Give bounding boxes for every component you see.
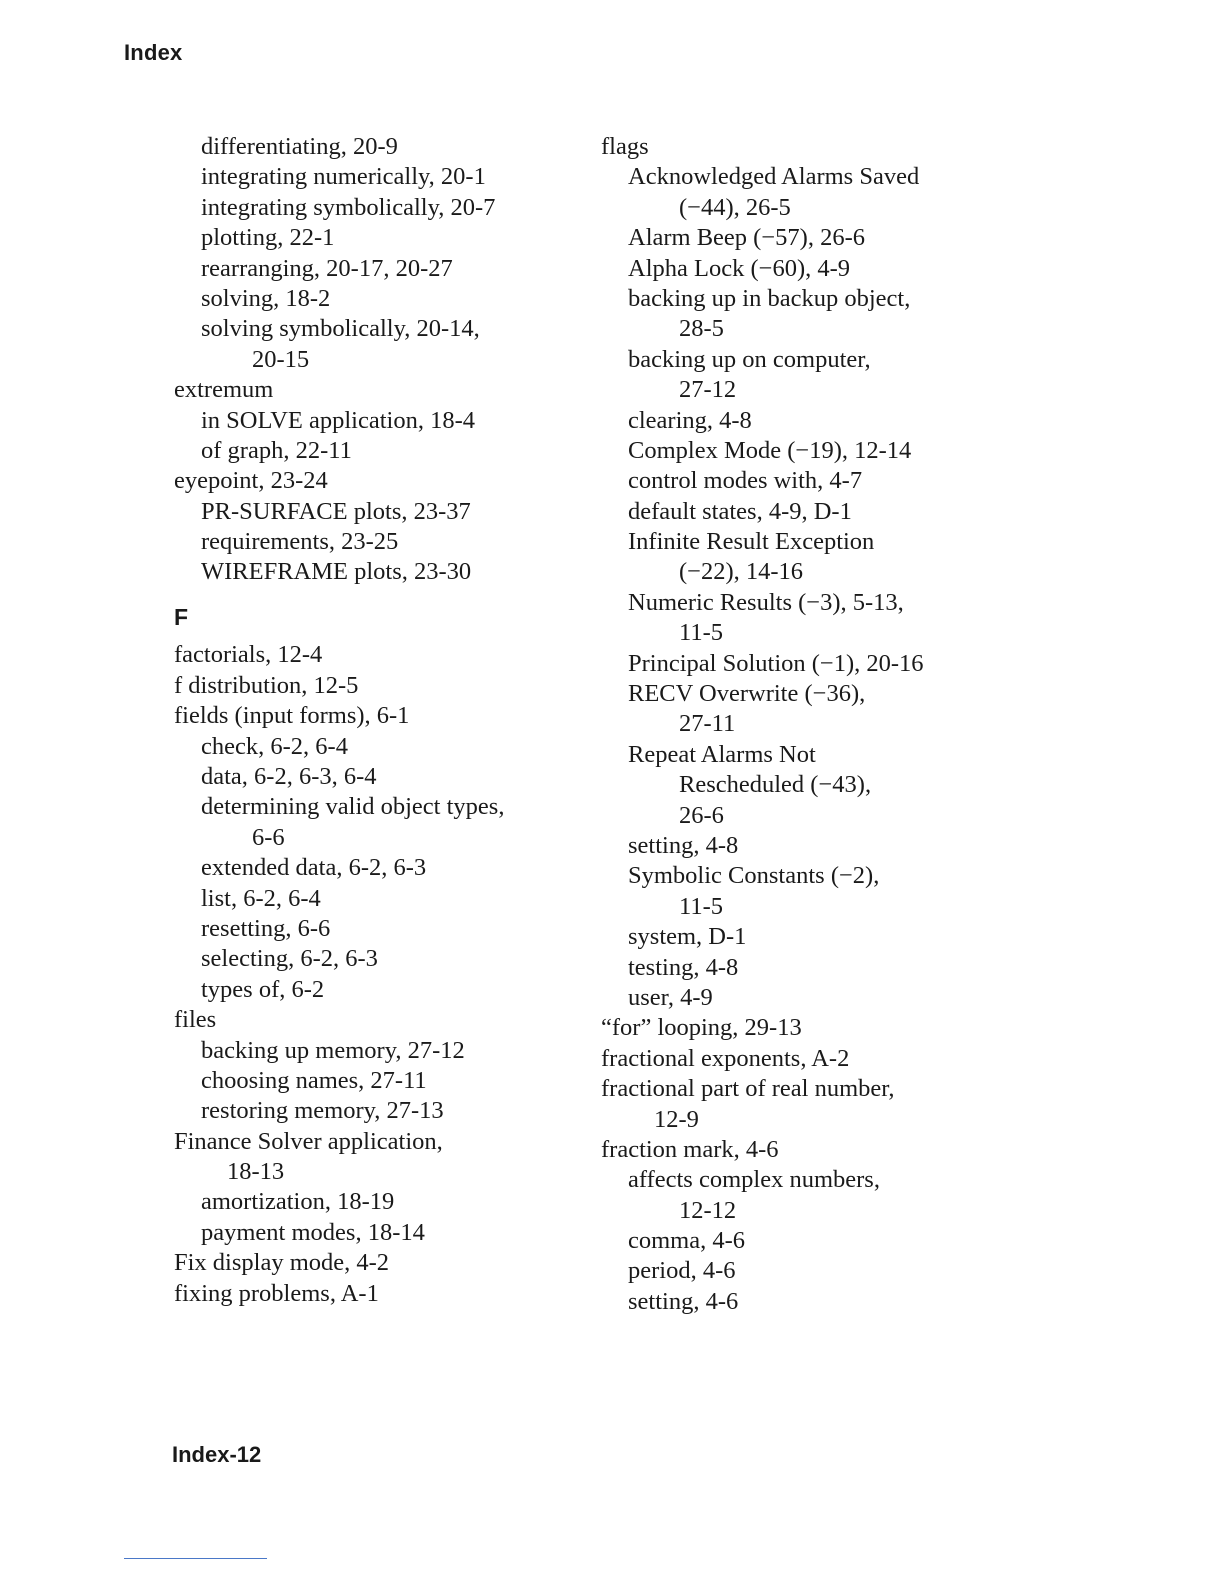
index-entry: Finance Solver application, — [174, 1127, 443, 1155]
index-subentry: WIREFRAME plots, 23-30 — [201, 558, 472, 586]
index-subentry: setting, 4-8 — [628, 831, 739, 859]
index-subentry: affects complex numbers, — [628, 1166, 880, 1194]
index-subentry: selecting, 6-2, 6-3 — [201, 945, 378, 973]
index-subentry: solving, 18-2 — [201, 284, 331, 312]
index-column-left — [174, 132, 574, 1309]
index-subentry: 27-11 — [679, 710, 736, 738]
index-subentry: amortization, 18-19 — [201, 1188, 395, 1216]
index-subentry: in SOLVE application, 18-4 — [201, 406, 476, 434]
index-subentry: setting, 4-6 — [628, 1287, 739, 1315]
index-entry: files — [174, 1006, 217, 1034]
index-subentry: user, 4-9 — [628, 983, 713, 1011]
index-subentry: requirements, 23-25 — [201, 528, 399, 556]
index-subentry: 28-5 — [679, 315, 724, 343]
index-subentry: RECV Overwrite (−36), — [628, 680, 866, 708]
index-subentry: data, 6-2, 6-3, 6-4 — [201, 763, 377, 791]
index-entry: fractional part of real number, — [601, 1075, 895, 1103]
index-subentry: restoring memory, 27-13 — [201, 1097, 444, 1125]
index-subentry: backing up memory, 27-12 — [201, 1036, 465, 1064]
index-column-right — [601, 132, 1001, 1317]
index-subentry: extended data, 6-2, 6-3 — [201, 854, 427, 882]
index-entry: factorials, 12-4 — [174, 641, 323, 669]
index-subentry: 18-13 — [227, 1158, 285, 1186]
index-entry: Fix display mode, 4-2 — [174, 1249, 390, 1277]
index-subentry: integrating symbolically, 20-7 — [201, 193, 496, 221]
index-subentry: clearing, 4-8 — [628, 406, 752, 434]
index-subentry: 20-15 — [252, 345, 310, 373]
index-subentry: comma, 4-6 — [628, 1227, 746, 1255]
index-subentry: Infinite Result Exception — [628, 528, 875, 556]
index-subentry: backing up on computer, — [628, 345, 871, 373]
index-entry: extremum — [174, 376, 274, 404]
index-entry: fixing problems, A-1 — [174, 1279, 379, 1307]
index-subentry: check, 6-2, 6-4 — [201, 732, 348, 760]
index-subentry: Numeric Results (−3), 5-13, — [628, 588, 904, 616]
index-subentry: payment modes, 18-14 — [201, 1218, 425, 1246]
index-subentry: differentiating, 20-9 — [201, 133, 398, 160]
index-subentry: solving symbolically, 20-14, — [201, 315, 480, 343]
index-subentry: choosing names, 27-11 — [201, 1066, 427, 1094]
index-subentry: period, 4-6 — [628, 1257, 736, 1285]
index-subentry: 11-5 — [679, 619, 723, 647]
index-subentry: system, D-1 — [628, 923, 747, 951]
index-subentry: Repeat Alarms Not — [628, 740, 816, 768]
index-subentry: Complex Mode (−19), 12-14 — [628, 436, 912, 464]
index-subentry: Symbolic Constants (−2), — [628, 862, 880, 890]
index-subentry: integrating numerically, 20-1 — [201, 163, 486, 191]
index-subentry: control modes with, 4-7 — [628, 467, 863, 495]
index-subentry: of graph, 22-11 — [201, 436, 352, 464]
index-subentry: testing, 4-8 — [628, 953, 739, 981]
edge-rule — [124, 1558, 267, 1559]
index-subentry: 26-6 — [679, 801, 724, 829]
index-subentry: Alpha Lock (−60), 4-9 — [628, 254, 851, 282]
index-subentry: 12-12 — [679, 1196, 737, 1224]
index-entry: fractional exponents, A-2 — [601, 1044, 850, 1072]
index-subentry: backing up in backup object, — [628, 284, 911, 312]
index-entry: fields (input forms), 6-1 — [174, 702, 410, 730]
index-entry: “for” looping, 29-13 — [601, 1014, 802, 1042]
running-head: Index — [124, 40, 183, 65]
index-entry: eyepoint, 23-24 — [174, 467, 328, 495]
index-subentry: types of, 6-2 — [201, 975, 325, 1003]
index-subentry: Principal Solution (−1), 20-16 — [628, 649, 924, 677]
index-subentry: Alarm Beep (−57), 26-6 — [628, 224, 865, 252]
index-entry: fraction mark, 4-6 — [601, 1135, 779, 1163]
index-subentry: (−22), 14-16 — [679, 558, 804, 586]
index-subentry: 27-12 — [679, 376, 737, 404]
index-subentry: default states, 4-9, D-1 — [628, 497, 852, 525]
index-entry: f distribution, 12-5 — [174, 671, 359, 699]
index-subentry: determining valid object types, — [201, 793, 505, 821]
index-subentry: 12-9 — [654, 1105, 699, 1133]
index-subentry: resetting, 6-6 — [201, 914, 331, 942]
index-subentry: rearranging, 20-17, 20-27 — [201, 254, 453, 282]
index-subentry: 6-6 — [252, 823, 285, 851]
index-entry: flags — [601, 133, 649, 160]
index-subentry: (−44), 26-5 — [679, 193, 791, 221]
index-subentry: list, 6-2, 6-4 — [201, 884, 321, 912]
index-subentry: 11-5 — [679, 892, 723, 920]
page-number: Index-12 — [172, 1442, 262, 1467]
section-letter-heading: F — [174, 603, 189, 630]
index-subentry: plotting, 22-1 — [201, 224, 335, 252]
index-subentry: Acknowledged Alarms Saved — [628, 163, 920, 191]
index-subentry: Rescheduled (−43), — [679, 771, 872, 799]
index-subentry: PR-SURFACE plots, 23-37 — [201, 497, 471, 525]
